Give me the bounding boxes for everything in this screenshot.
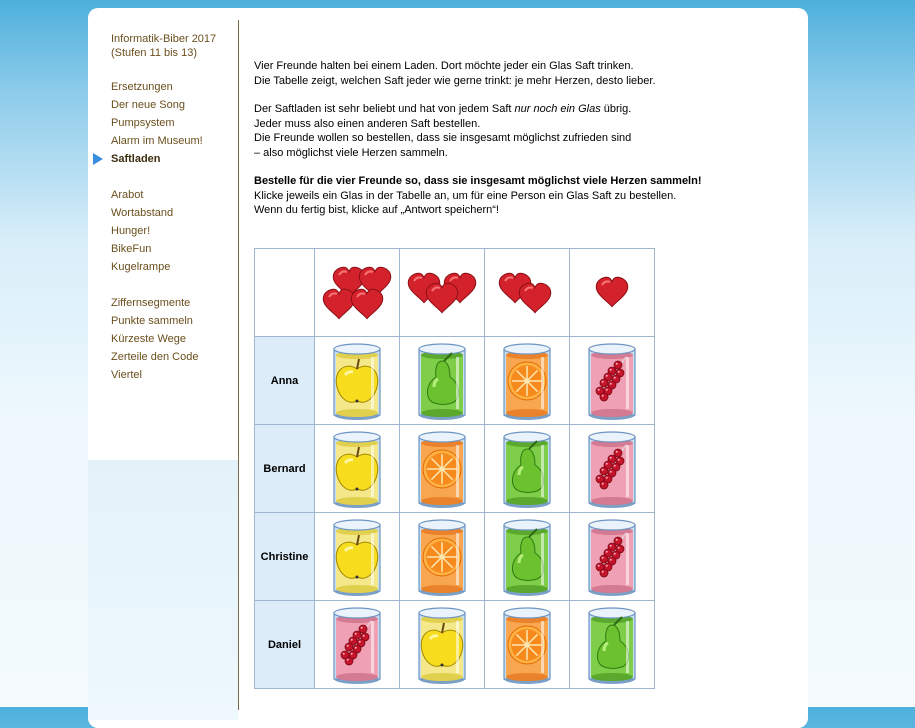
- nav-item-der-neue-song[interactable]: Der neue Song: [111, 99, 185, 111]
- juice-glass-cell[interactable]: [315, 513, 400, 601]
- task-paragraph: [254, 174, 794, 218]
- pear-juice-glass-icon: [400, 339, 484, 423]
- heart-icon: [596, 277, 628, 306]
- contest-title: Informatik-Biber 2017: [111, 33, 217, 45]
- orange-juice-glass-button[interactable]: [485, 601, 569, 688]
- juice-glass-cell[interactable]: [570, 337, 655, 425]
- table-row: [255, 337, 655, 425]
- orange-juice-glass-icon: [400, 515, 484, 599]
- sidebar-divider: [238, 20, 239, 710]
- currant-juice-glass-icon: [570, 427, 654, 511]
- nav-group: [111, 78, 236, 168]
- intro-line-2: Die Tabelle zeigt, welchen Saft jeder wie gerne trinkt: je mehr Herzen, desto lieber.: [254, 74, 656, 87]
- nav-group: [111, 186, 236, 276]
- emphasis-text: nur noch ein Glas: [514, 103, 601, 115]
- heart-icon: [351, 289, 383, 318]
- contest-subtitle: (Stufen 11 bis 13): [111, 47, 198, 59]
- pear-juice-glass-button[interactable]: [485, 425, 569, 512]
- currant-juice-glass-icon: [315, 603, 399, 687]
- nav-item-kugelrampe[interactable]: Kugelrampe: [111, 261, 171, 273]
- currant-juice-glass-button[interactable]: [315, 601, 399, 688]
- nav-item-bikefun[interactable]: BikeFun: [111, 243, 152, 255]
- orange-juice-glass-icon: [485, 339, 569, 423]
- juice-preference-table: [254, 248, 655, 689]
- friend-name: Anna: [255, 337, 315, 425]
- orange-juice-glass-icon: [400, 427, 484, 511]
- apple-juice-glass-icon: [400, 603, 484, 687]
- friend-name: Bernard: [255, 425, 315, 513]
- currant-juice-glass-button[interactable]: [570, 425, 654, 512]
- nav-item-wortabstand[interactable]: Wortabstand: [111, 207, 174, 219]
- pear-juice-glass-icon: [570, 603, 654, 687]
- rules-paragraph: [254, 102, 794, 160]
- apple-juice-glass-button[interactable]: [315, 337, 399, 424]
- heart-icon: [519, 283, 551, 312]
- juice-glass-cell[interactable]: [315, 337, 400, 425]
- currant-juice-glass-button[interactable]: [570, 337, 654, 424]
- hearts-header-row: [255, 249, 655, 337]
- pear-juice-glass-icon: [485, 427, 569, 511]
- intro-line-1: Vier Freunde halten bei einem Laden. Dort möchte jeder ein Glas Saft trinken.: [254, 60, 634, 72]
- table-row: [255, 513, 655, 601]
- nav-title-group: [111, 32, 236, 60]
- sidebar-nav: [111, 32, 236, 402]
- pear-juice-glass-icon: [485, 515, 569, 599]
- rules-line-3: Die Freunde wollen so bestellen, dass sie insgesamt möglichst zufrieden sind: [254, 132, 632, 144]
- juice-glass-cell[interactable]: [400, 337, 485, 425]
- friend-name: Christine: [255, 513, 315, 601]
- table-row: [255, 425, 655, 513]
- nav-item-zerteile-den-code[interactable]: Zerteile den Code: [111, 351, 199, 363]
- juice-glass-cell[interactable]: [400, 425, 485, 513]
- juice-glass-cell[interactable]: [570, 513, 655, 601]
- apple-juice-glass-button[interactable]: [315, 513, 399, 600]
- intro-paragraph: [254, 59, 794, 88]
- pear-juice-glass-button[interactable]: [400, 337, 484, 424]
- juice-glass-cell[interactable]: [400, 601, 485, 689]
- juice-glass-cell[interactable]: [570, 425, 655, 513]
- task-heading: Bestelle für die vier Freunde so, dass sie insgesamt möglichst viele Herzen sammeln!: [254, 175, 702, 187]
- apple-juice-glass-icon: [315, 339, 399, 423]
- rules-line-1: Der Saftladen ist sehr beliebt und hat von jedem Saft nur noch ein Glas übrig.: [254, 103, 632, 115]
- nav-item-kürzeste-wege[interactable]: Kürzeste Wege: [111, 333, 187, 345]
- nav-item-alarm-im-museum[interactable]: Alarm im Museum!: [111, 135, 203, 147]
- friend-name: Daniel: [255, 601, 315, 689]
- juice-glass-cell[interactable]: [315, 425, 400, 513]
- apple-juice-glass-icon: [315, 515, 399, 599]
- pear-juice-glass-button[interactable]: [485, 513, 569, 600]
- juice-glass-cell[interactable]: [485, 425, 570, 513]
- task-instruction-2: Wenn du fertig bist, klicke auf „Antwort speichern“!: [254, 204, 499, 216]
- task-description: [254, 59, 794, 232]
- nav-item-ersetzungen[interactable]: Ersetzungen: [111, 81, 173, 93]
- orange-juice-glass-icon: [485, 603, 569, 687]
- juice-glass-cell[interactable]: [485, 337, 570, 425]
- rules-line-2: Jeder muss also einen anderen Saft bestellen.: [254, 117, 481, 130]
- orange-juice-glass-button[interactable]: [485, 337, 569, 424]
- hearts-header-cell: [570, 249, 655, 337]
- heart-icon: [323, 289, 355, 318]
- currant-juice-glass-icon: [570, 339, 654, 423]
- apple-juice-glass-button[interactable]: [400, 601, 484, 688]
- nav-item-saftladen[interactable]: Saftladen: [111, 150, 236, 168]
- nav-item-hunger[interactable]: Hunger!: [111, 225, 151, 237]
- nav-item-pumpsystem[interactable]: Pumpsystem: [111, 117, 175, 129]
- apple-juice-glass-icon: [315, 427, 399, 511]
- juice-glass-cell[interactable]: [315, 601, 400, 689]
- nav-group: [111, 294, 236, 384]
- rules-line-4: – also möglichst viele Herzen sammeln.: [254, 146, 448, 159]
- heart-icon: [426, 283, 458, 312]
- juice-glass-cell[interactable]: [570, 601, 655, 689]
- task-instruction-1: Klicke jeweils ein Glas in der Tabelle an, um für eine Person ein Glas Saft zu bestellen.: [254, 189, 677, 202]
- currant-juice-glass-button[interactable]: [570, 513, 654, 600]
- nav-item-punkte-sammeln[interactable]: Punkte sammeln: [111, 315, 193, 327]
- nav-item-arabot[interactable]: Arabot: [111, 189, 144, 201]
- currant-juice-glass-icon: [570, 515, 654, 599]
- table-row: [255, 601, 655, 689]
- juice-glass-cell[interactable]: [485, 513, 570, 601]
- nav-item-ziffernsegmente[interactable]: Ziffernsegmente: [111, 297, 191, 309]
- apple-juice-glass-button[interactable]: [315, 425, 399, 512]
- hearts-header-cell: [400, 249, 485, 337]
- nav-item-viertel[interactable]: Viertel: [111, 369, 142, 381]
- orange-juice-glass-button[interactable]: [400, 513, 484, 600]
- table-corner: [255, 249, 315, 337]
- hearts-header-cell: [315, 249, 400, 337]
- juice-glass-cell[interactable]: [485, 601, 570, 689]
- orange-juice-glass-button[interactable]: [400, 425, 484, 512]
- active-arrow-icon: [93, 153, 103, 165]
- hearts-header-cell: [485, 249, 570, 337]
- pear-juice-glass-button[interactable]: [570, 601, 654, 688]
- juice-glass-cell[interactable]: [400, 513, 485, 601]
- sidebar-background: [88, 460, 238, 720]
